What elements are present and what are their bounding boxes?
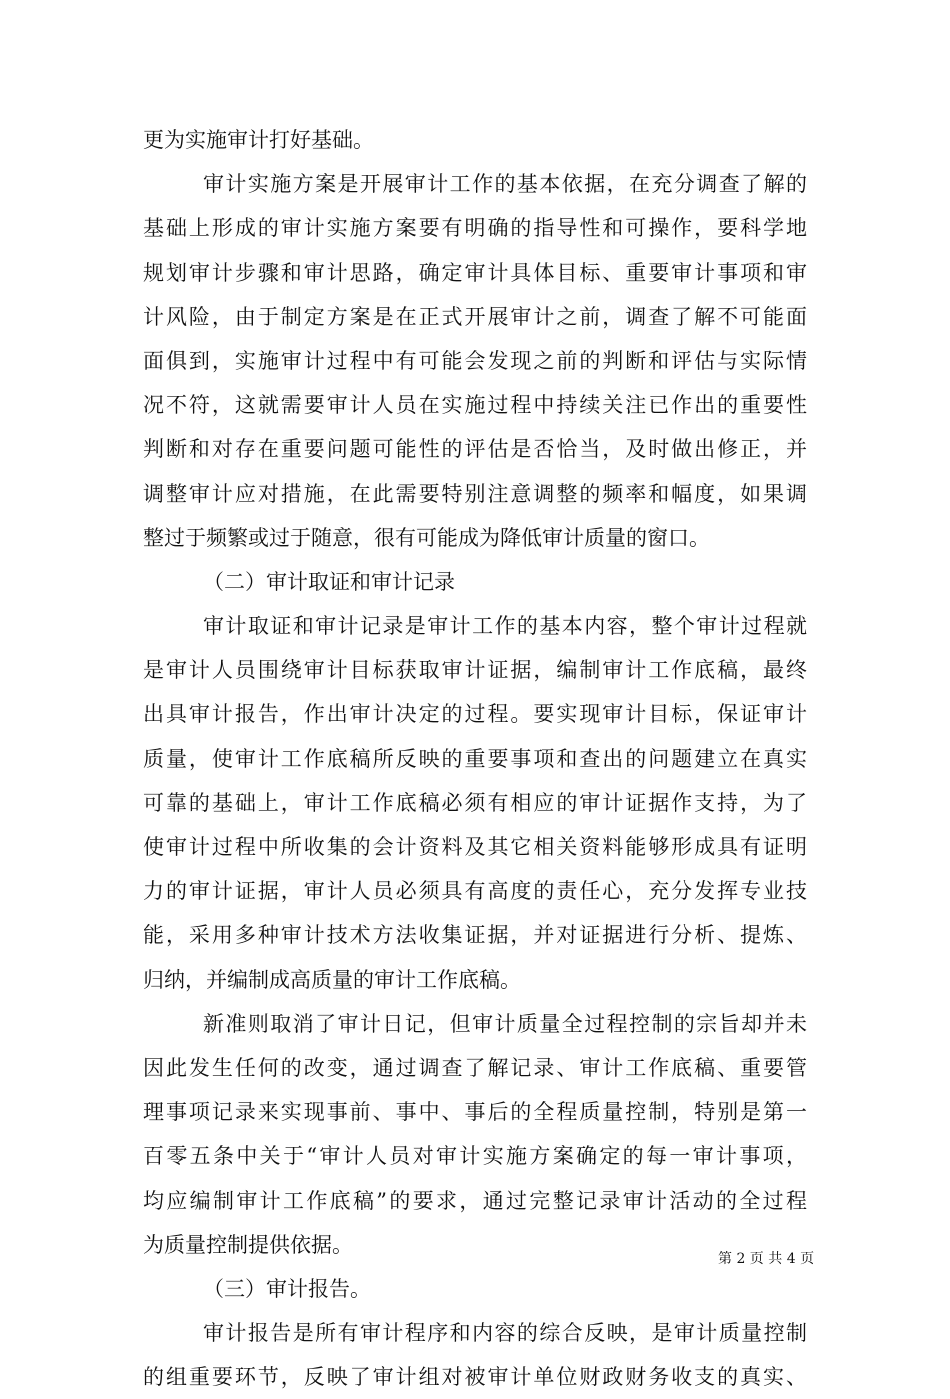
paragraph-line: 审计取证和审计记录是审计工作的基本内容，整个审计过程就 xyxy=(203,614,807,639)
section-heading: （二）审计取证和审计记录 xyxy=(203,569,455,594)
body-text xyxy=(143,118,807,1399)
paragraph-line: 为质量控制提供依据。 xyxy=(143,1232,353,1257)
paragraph-line: 判断和对存在重要问题可能性的评估是否恰当，及时做出修正，并 xyxy=(143,437,807,462)
paragraph-line: 整过于频繁或过于随意，很有可能成为降低审计质量的窗口。 xyxy=(143,525,710,550)
paragraph-line: 出具审计报告，作出审计决定的过程。要实现审计目标，保证审计 xyxy=(143,702,807,727)
paragraph-line: 质量，使审计工作底稿所反映的重要事项和查出的问题建立在真实 xyxy=(143,746,807,771)
section-heading: （三）审计报告。 xyxy=(203,1276,371,1301)
paragraph-line: 力的审计证据，审计人员必须具有高度的责任心，充分发挥专业技 xyxy=(143,879,807,904)
paragraph-line: 调整审计应对措施，在此需要特别注意调整的频率和幅度，如果调 xyxy=(143,481,807,506)
paragraph-line: 计风险，由于制定方案是在正式开展审计之前，调查了解不可能面 xyxy=(143,304,807,329)
paragraph-line: 能，采用多种审计技术方法收集证据，并对证据进行分析、提炼、 xyxy=(143,923,807,948)
paragraph-line: 审计报告是所有审计程序和内容的综合反映，是审计质量控制 xyxy=(203,1321,807,1346)
paragraph-line: 新准则取消了审计日记，但审计质量全过程控制的宗旨却并未 xyxy=(203,1011,807,1036)
paragraph-line: 的组重要环节，反映了审计组对被审计单位财政财务收支的真实、 xyxy=(143,1365,807,1390)
paragraph-line: 百零五条中关于“审计人员对审计实施方案确定的每一审计事项， xyxy=(143,1144,807,1169)
paragraph-line: 面俱到，实施审计过程中有可能会发现之前的判断和评估与实际情 xyxy=(143,348,807,373)
paragraph-line: 更为实施审计打好基础。 xyxy=(143,128,374,152)
paragraph-line: 使审计过程中所收集的会计资料及其它相关资料能够形成具有证明 xyxy=(143,835,807,859)
paragraph-line: 可靠的基础上，审计工作底稿必须有相应的审计证据作支持，为了 xyxy=(143,790,807,815)
paragraph-line: 规划审计步骤和审计思路，确定审计具体目标、重要审计事项和审 xyxy=(143,260,807,285)
paragraph-line: 况不符，这就需要审计人员在实施过程中持续关注已作出的重要性 xyxy=(143,393,807,418)
paragraph-line: 均应编制审计工作底稿”的要求，通过完整记录审计活动的全过程 xyxy=(143,1188,807,1213)
page-number: 第 2 页 共 4 页 xyxy=(718,1251,815,1267)
paragraph-line: 基础上形成的审计实施方案要有明确的指导性和可操作，要科学地 xyxy=(143,216,807,241)
paragraph-line: 是审计人员围绕审计目标获取审计证据，编制审计工作底稿，最终 xyxy=(143,658,807,683)
paragraph-line: 审计实施方案是开展审计工作的基本依据，在充分调查了解的 xyxy=(203,172,807,197)
paragraph-line: 因此发生任何的改变，通过调查了解记录、审计工作底稿、重要管 xyxy=(143,1055,807,1080)
paragraph-line: 理事项记录来实现事前、事中、事后的全程质量控制，特别是第一 xyxy=(143,1100,807,1125)
paragraph-line: 归纳，并编制成高质量的审计工作底稿。 xyxy=(143,967,521,992)
